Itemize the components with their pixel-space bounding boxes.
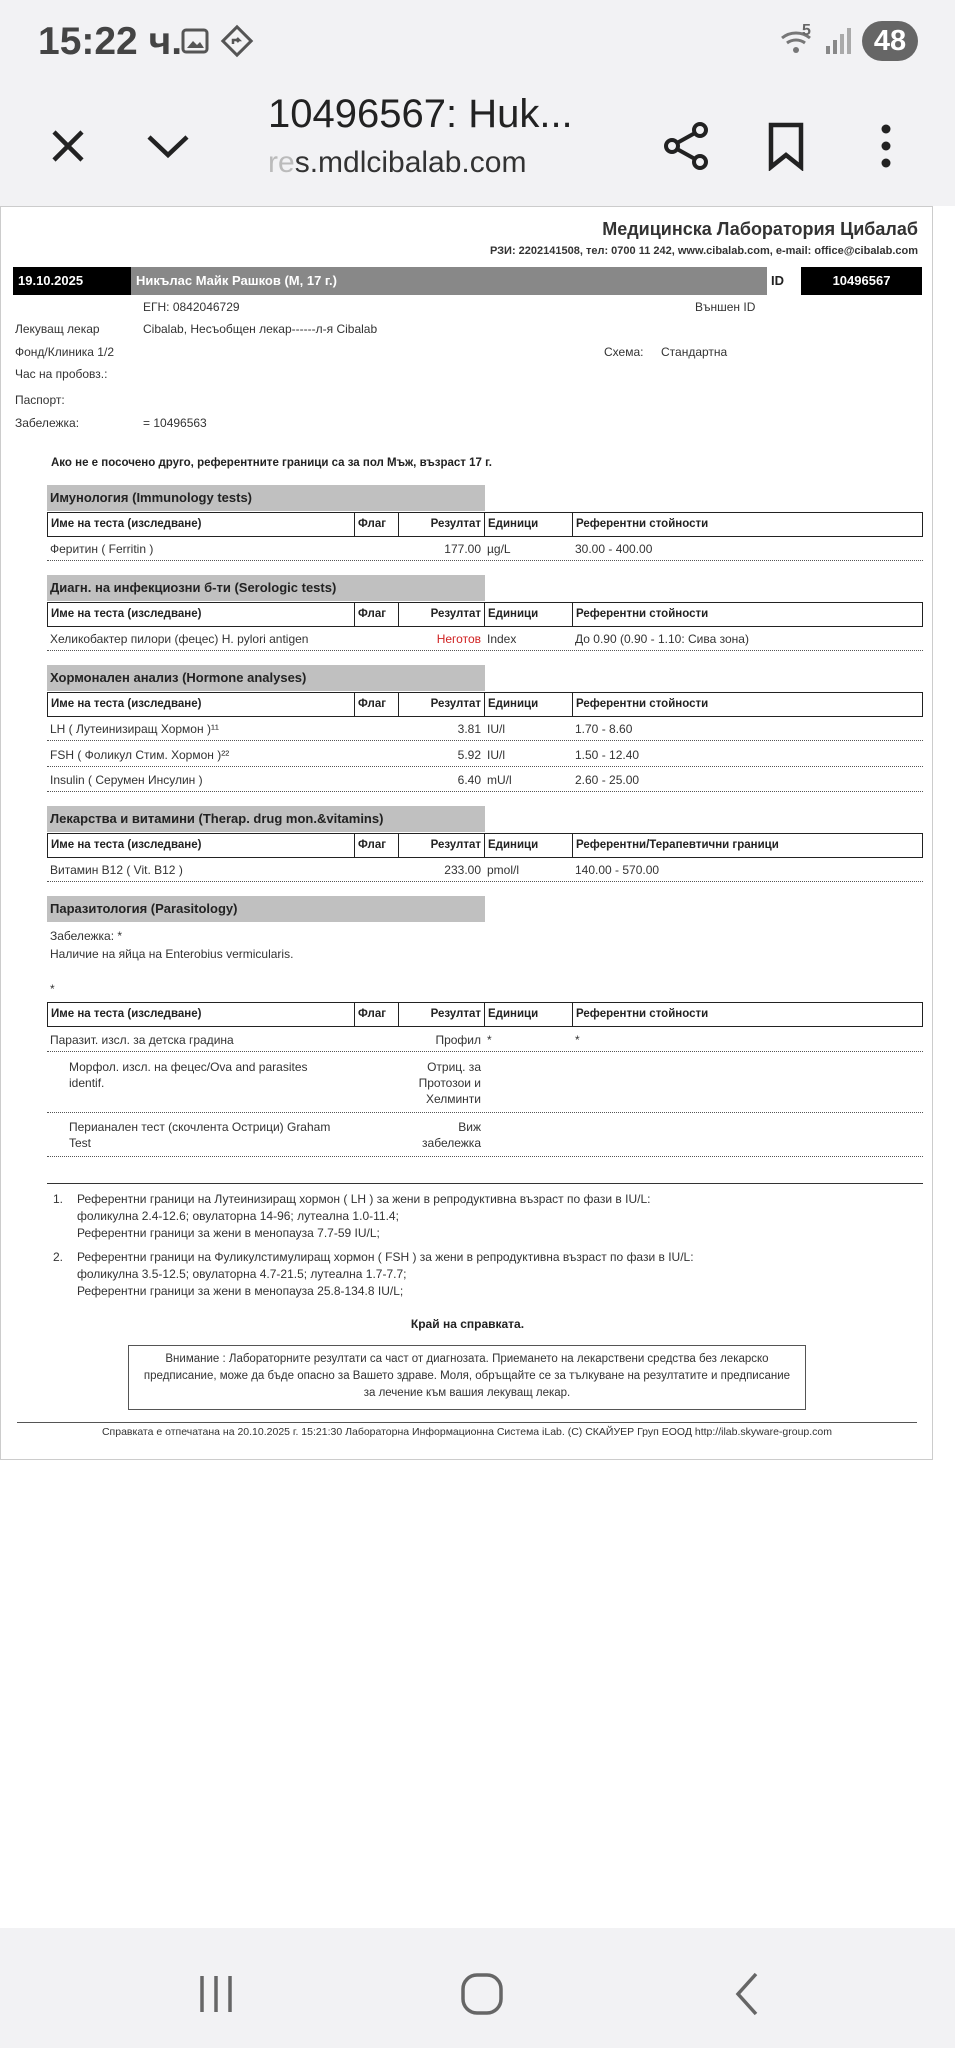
test-ref: 1.50 - 12.40 <box>575 748 640 762</box>
test-ref: 140.00 - 570.00 <box>575 863 660 877</box>
test-result: 5.92 <box>457 748 481 762</box>
clock: 15:22 ч. <box>38 20 183 63</box>
lab-info: РЗИ: 2202141508, тел: 0700 11 242, www.cibalab.com, e-mail: office@cibalab.com <box>489 245 918 257</box>
url-host-main: s.mdlcibalab.com <box>294 146 527 179</box>
col-flag: Флаг <box>355 513 399 536</box>
collapse-button[interactable] <box>136 114 200 178</box>
url-host-prefix: re <box>268 146 295 179</box>
test-units: IU/l <box>487 722 505 736</box>
col-name: Име на теста (изследване) <box>48 693 355 716</box>
test-name: Витамин B12 ( Vit. B12 ) <box>50 863 183 877</box>
test-units: mU/l <box>487 773 512 787</box>
patient-name: Никълас Майк Рашков (M, 17 г.) <box>131 267 767 295</box>
footnote-number: 1. <box>53 1192 64 1206</box>
test-result: Отриц. за Протозои и Хелминти <box>418 1060 481 1106</box>
table-row <box>47 862 923 882</box>
test-ref: 30.00 - 400.00 <box>575 542 653 556</box>
col-result: Резултат <box>399 513 485 536</box>
col-result: Резултат <box>399 834 485 857</box>
table-header <box>47 1002 923 1027</box>
col-flag: Флаг <box>355 693 399 716</box>
test-name: LH ( Лутеинизиращ Хормон )¹¹ <box>50 722 219 736</box>
col-flag: Флаг <box>355 834 399 857</box>
col-result: Резултат <box>399 693 485 716</box>
table-header <box>47 512 923 537</box>
test-units: IU/l <box>487 748 505 762</box>
lab-name: Медицинска Лаборатория Цибалаб <box>602 219 918 239</box>
test-name: Паразит. изсл. за детска градина <box>50 1033 234 1047</box>
test-ref: 2.60 - 25.00 <box>575 773 640 787</box>
test-name: Хеликобактер пилори (фецес) H. pylori antigen <box>50 632 309 646</box>
battery-indicator: 48 <box>862 21 918 61</box>
table-row <box>47 1032 923 1052</box>
col-units: Единици <box>485 693 573 716</box>
home-icon <box>458 1970 506 2018</box>
col-units: Единици <box>485 1003 573 1026</box>
footnote-line: Референтни граници за жени в менопауза 25.8-134.8 IU/L; <box>77 1284 404 1298</box>
test-result: 6.40 <box>457 773 481 787</box>
col-units: Единици <box>485 603 573 626</box>
col-ref: Референтни/Терапевтични граници <box>576 839 779 851</box>
share-button[interactable] <box>654 114 718 178</box>
col-ref: Референтни стойности <box>576 608 709 620</box>
end-of-report: Край на справката. <box>410 1317 525 1331</box>
passport-label: Паспорт: <box>15 393 65 407</box>
col-flag: Флаг <box>355 1003 399 1026</box>
recents-button[interactable] <box>186 1964 246 2024</box>
col-name: Име на теста (изследване) <box>48 834 355 857</box>
recents-icon <box>194 1972 238 2016</box>
chevron-down-icon <box>145 131 191 161</box>
section-title: Лекарства и витамини (Therap. drug mon.&vitamins) <box>47 806 485 832</box>
close-icon <box>48 126 88 166</box>
footnote <box>47 1191 923 1242</box>
test-name: Перианален тест (скочлента Острици) Graham Test <box>69 1120 331 1150</box>
status-bar <box>0 0 955 84</box>
note-value: = 10496563 <box>143 416 207 430</box>
parasitology-note-label: Забележка: * <box>50 929 123 943</box>
footnote-number: 2. <box>53 1250 64 1264</box>
system-navigation-bar <box>0 1928 955 2048</box>
test-units: pmol/l <box>487 863 520 877</box>
table-row <box>47 1059 923 1113</box>
col-ref: Референтни стойности <box>576 518 709 530</box>
more-vert-icon <box>878 122 894 170</box>
test-ref: 1.70 - 8.60 <box>575 722 633 736</box>
printed-info: Справката е отпечатана на 20.10.2025 г. 15:21:30 Лабораторна Информационна Система iLab. (C) СКАЙУЕР Груп ЕООД http://ilab.skyware-group.com <box>17 1422 917 1438</box>
col-ref: Референтни стойности <box>576 698 709 710</box>
divider <box>47 1183 923 1184</box>
section-title: Хормонален анализ (Hormone analyses) <box>47 665 485 691</box>
test-units: µg/L <box>487 542 511 556</box>
test-name: Морфол. изсл. на фецес/Ova and parasites identif. <box>69 1060 308 1090</box>
note-label: Забележка: <box>15 416 80 430</box>
table-header <box>47 692 923 717</box>
table-row <box>47 631 923 651</box>
warning-box: Внимание : Лабораторните резултати са част от диагнозата. Приемането на лекарствени средства без лекарско предписание, може да бъде опасно за Вашето здраве. Моля, обръщайте се за тълкуване на резултатите и предписание за лечение към вашия лекуващ лекар. <box>128 1345 806 1410</box>
signal-icon <box>822 24 852 58</box>
footnote-line: Референтни граници на Фуликулстимулиращ хормон ( FSH ) за жени в репродуктивна възраст по фази в IU/L: <box>77 1250 694 1264</box>
fund-label: Фонд/Клиника 1/2 <box>15 345 114 359</box>
footnote-line: Референтни граници на Лутеинизиращ хормон ( LH ) за жени в репродуктивна възраст по фази в IU/L: <box>77 1192 651 1206</box>
test-result: Профил <box>435 1033 481 1047</box>
col-name: Име на теста (изследване) <box>48 513 355 536</box>
external-id-label: Външен ID <box>695 300 756 314</box>
col-result: Резултат <box>399 603 485 626</box>
col-ref: Референтни стойности <box>576 1008 709 1020</box>
back-icon <box>728 1970 768 2018</box>
footnote-line: Референтни граници за жени в менопауза 7.7-59 IU/L; <box>77 1226 380 1240</box>
url-host[interactable] <box>268 146 598 180</box>
table-header <box>47 602 923 627</box>
col-name: Име на теста (изследване) <box>48 603 355 626</box>
parasitology-note-asterisk: * <box>50 982 55 996</box>
reference-note: Ако не е посочено друго, референтните граници са за пол Мъж, възраст 17 г. <box>51 457 492 469</box>
id-label: ID <box>771 273 784 288</box>
table-row <box>47 772 923 792</box>
more-options-button[interactable] <box>854 114 918 178</box>
table-header <box>47 833 923 858</box>
wifi-icon <box>778 24 818 58</box>
page-title[interactable]: 10496567: Huk... <box>268 92 573 136</box>
test-name: Феритин ( Ferritin ) <box>50 542 154 556</box>
parasitology-note-text: Наличие на яйца на Enterobius vermicularis. <box>50 947 294 961</box>
test-name: Insulin ( Серумен Инсулин ) <box>50 773 203 787</box>
col-units: Единици <box>485 834 573 857</box>
test-result: 177.00 <box>444 542 481 556</box>
col-result: Резултат <box>399 1003 485 1026</box>
footnote <box>47 1249 923 1300</box>
footnote-line: фоликулна 3.5-12.5; овулаторна 4.7-21.5; лутеална 1.7-7.7; <box>77 1267 407 1281</box>
test-result: Виж забележка <box>422 1120 481 1150</box>
back-button[interactable] <box>718 1964 778 2024</box>
wifi-label: 5 <box>802 22 811 39</box>
doctor-value: Cibalab, Несъобщен лекар------л-я Cibalab <box>143 322 378 336</box>
test-units: Index <box>487 632 517 646</box>
col-name: Име на теста (изследване) <box>48 1003 355 1026</box>
col-units: Единици <box>485 513 573 536</box>
section-title: Диагн. на инфекциозни б-ти (Serologic tests) <box>47 575 485 601</box>
bookmark-button[interactable] <box>754 114 818 178</box>
test-ref: До 0.90 (0.90 - 1.10: Сива зона) <box>575 632 749 646</box>
col-flag: Флаг <box>355 603 399 626</box>
home-button[interactable] <box>452 1964 512 2024</box>
egn: ЕГН: 0842046729 <box>143 300 240 314</box>
table-row <box>47 747 923 767</box>
doctor-label: Лекуващ лекар <box>15 322 100 336</box>
scheme-value: Стандартна <box>661 345 728 359</box>
report-id: 10496567 <box>801 267 922 295</box>
table-row <box>47 541 923 561</box>
test-name: FSH ( Фоликул Стим. Хормон )²² <box>50 748 230 762</box>
scheme-label: Схема: <box>604 345 644 359</box>
share-icon <box>660 120 712 172</box>
bookmark-icon <box>766 121 806 171</box>
sampling-time-label: Час на пробовз.: <box>15 367 108 381</box>
report-document <box>0 206 933 1460</box>
test-ref: * <box>575 1033 580 1047</box>
test-result: 3.81 <box>457 722 481 736</box>
close-tab-button[interactable] <box>36 114 100 178</box>
footnote-line: фоликулна 2.4-12.6; овулаторна 14-96; лутеална 1.0-11.4; <box>77 1209 399 1223</box>
section-title: Паразитология (Parasitology) <box>47 896 485 922</box>
gallery-icon <box>178 24 212 58</box>
test-result: 233.00 <box>444 863 481 877</box>
test-result: Неготов <box>436 632 481 646</box>
navigation-diamond-icon <box>220 24 254 58</box>
report-date: 19.10.2025 <box>13 267 131 295</box>
test-units: * <box>487 1033 492 1047</box>
section-title: Имунология (Immunology tests) <box>47 485 485 511</box>
table-row <box>47 1119 923 1157</box>
table-row <box>47 721 923 741</box>
